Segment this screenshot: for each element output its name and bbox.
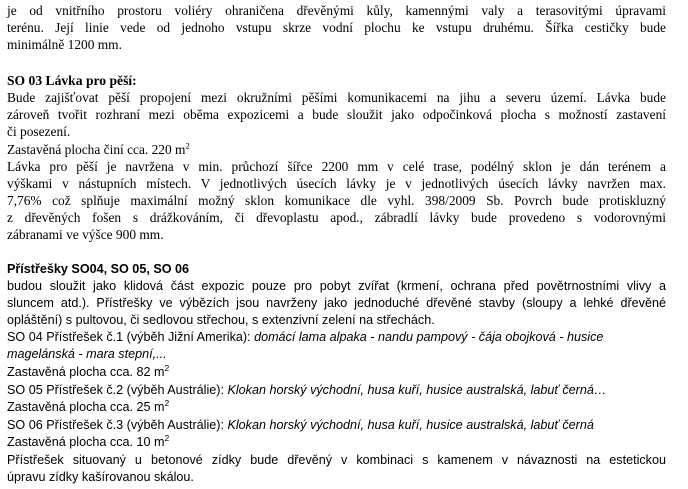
so03-p1-line-2: zároveň tvořit rozhraní mezi oběma expozicemi a bude sloužit jako odpočinková plocha s možností zastavení	[7, 107, 666, 122]
so05-line	[7, 382, 606, 399]
so04-animals-1: domácí lama alpaka - nandu pampový - čája obojková - husice	[254, 330, 604, 344]
final-line-1: Přístřešek situovaný u betonové zídky bude dřevěný v kombinaci s kamenem v návaznosti na estetickou	[7, 453, 666, 467]
shelters-line-1: budou sloužit jako klidová část expozic pouze pro pobyt zvířat (krmení, ochrana před povětrnostními vlivy a	[7, 279, 666, 293]
intro-line-3: minimálně 1200 mm.	[7, 37, 122, 52]
so06-animals: Klokan horský východní, husa kuří, husice australská, labuť černá	[227, 418, 594, 432]
so05-area-sup: 2	[164, 397, 170, 408]
so06-prefix: SO 06 Přístřešek č.3 (výběh Austrálie):	[7, 418, 228, 432]
so03-p1-line-1: Bude zajišťovat pěší propojení mezi okružními pěšími komunikacemi na jihu a severu území. Lávka bude	[7, 90, 666, 105]
so03-p2-line-4: z dřevěných fošen s drážkováním, či dřevoplastu apod., zábradlí lávky bude provedeno s vodorovnými	[7, 210, 666, 225]
so06-area	[7, 434, 169, 451]
final-line-2: úpravu zídky kašírovanou skálou.	[7, 470, 194, 484]
so05-area-text: Zastavěná plocha cca. 25 m	[7, 400, 165, 414]
so06-area-text: Zastavěná plocha cca. 10 m	[7, 435, 165, 449]
so03-area-sup: 2	[185, 140, 190, 151]
so03-p2-line-5: zábranami ve výšce 900 mm.	[7, 227, 164, 242]
so03-heading: SO 03 Lávka pro pěší:	[7, 73, 137, 88]
intro-line-1: je od vnitřního prostoru voliéry ohraničena dřevěnými kůly, kamennými valy a terasovitými úpravami	[7, 3, 666, 18]
so05-area	[7, 399, 169, 416]
shelters-line-3: opláštění) s pultovou, či sedlovou střechou, s extenzivní zelení na střechách.	[7, 313, 435, 327]
so04-prefix: SO 04 Přístřešek č.1 (výběh Jižní Amerika):	[7, 330, 255, 344]
so03-p2-line-1: Lávka pro pěší je navržena v min. průchozí šířce 2200 mm v celé trase, podélný sklon je dán terénem a	[7, 159, 666, 174]
so03-p2-line-3: 7,76% což splňuje maximální možný sklon komunikace dle vyhl. 398/2009 Sb. Povrch bude protiskluzný	[7, 193, 666, 208]
so04-area-sup: 2	[164, 362, 170, 373]
so04-area	[7, 364, 169, 381]
intro-line-2: terénu. Její linie vede od jednoho vstupu skrze vodní plochu ke vstupu druhému. Šířka cestičky bude	[7, 20, 666, 35]
shelters-heading: Přístřešky SO04, SO 05, SO 06	[7, 262, 190, 276]
so05-animals: Klokan horský východní, husa kuří, husice australská, labuť černá…	[227, 383, 607, 397]
so06-line	[7, 417, 594, 434]
so04-line-1	[7, 329, 603, 346]
so03-area-text: Zastavěná plocha činí cca. 220 m	[7, 142, 186, 157]
so05-prefix: SO 05 Přístřešek č.2 (výběh Austrálie):	[7, 383, 228, 397]
so03-p1-line-3: či posezení.	[7, 124, 71, 139]
so03-area	[7, 141, 190, 158]
shelters-line-2: sluncem atd.). Přístřešky ve výbězích jsou navrženy jako jednoduché dřevěné stavby (sloupy a lehké dřevěné	[7, 296, 666, 310]
so04-area-text: Zastavěná plocha cca. 82 m	[7, 365, 165, 379]
so04-animals-2: magelánská - mara stepní,...	[7, 347, 167, 361]
so06-area-sup: 2	[164, 432, 170, 443]
so03-p2-line-2: výškami v nástupních místech. V jednotlivých úsecích lávky je v jednotlivých úsecích lávky navržen max.	[7, 176, 666, 191]
